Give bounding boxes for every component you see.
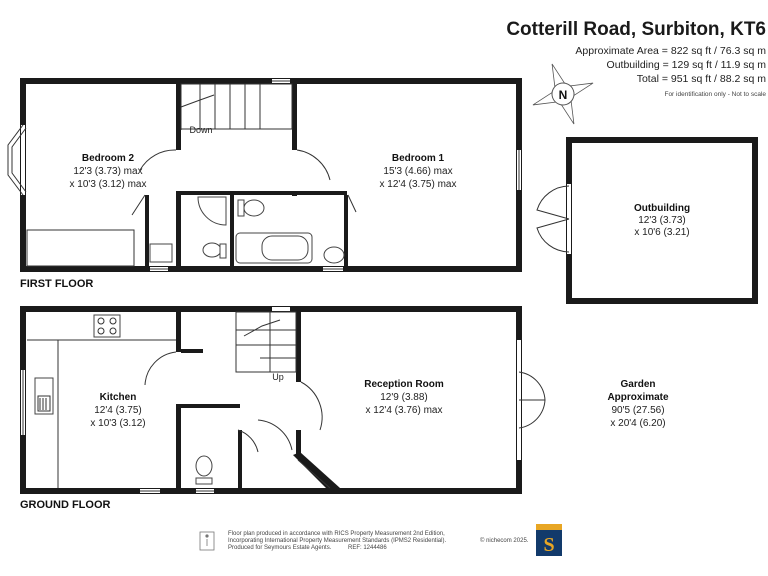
footer-line3: Produced for Seymours Estate Agents. (228, 545, 332, 551)
logo-letter: S (543, 534, 555, 556)
kitchen-dim1: 12'4 (3.75) (94, 405, 142, 416)
reception-name: Reception Room (364, 379, 444, 390)
reception-dim2: x 12'4 (3.76) max (365, 405, 443, 416)
stairs-down-label: Down (189, 125, 213, 135)
stairs-up-label: Up (272, 372, 284, 382)
outbuilding-dim1: 12'3 (3.73) (638, 215, 686, 226)
bedroom1-dim1: 15'3 (4.66) max (383, 166, 453, 177)
bedroom2-name: Bedroom 2 (81, 153, 135, 164)
outbuilding-dim2: x 10'6 (3.21) (634, 227, 690, 238)
garden-dim1: 90'5 (27.56) (611, 405, 665, 416)
garden-dim2: x 20'4 (6.20) (610, 418, 666, 429)
bedroom1-name: Bedroom 1 (391, 153, 445, 164)
kitchen-dim2: x 10'3 (3.12) (90, 418, 146, 429)
accessibility-icon (200, 532, 214, 550)
footer-brand: © nichecom 2025. (480, 538, 529, 544)
total-area: Total = 951 sq ft / 88.2 sq m (636, 73, 766, 85)
property-title: Cotterill Road, Surbiton, KT6 (506, 19, 766, 40)
kitchen-name: Kitchen (99, 392, 137, 403)
bedroom1-dim2: x 12'4 (3.75) max (379, 179, 457, 190)
approximate-area: Approximate Area = 822 sq ft / 76.3 sq m (575, 45, 766, 57)
ground-floor-label: GROUND FLOOR (20, 499, 111, 511)
footer-line1: Floor plan produced in accordance with RICS Property Measurement 2nd Edition, (228, 531, 445, 537)
first-floor-label: FIRST FLOOR (20, 278, 94, 290)
garden-name: Garden (620, 379, 656, 390)
footer-line2: Incorporating International Property Measurement Standards (IPMS2 Residential). (228, 538, 447, 544)
scale-disclaimer: For identification only - Not to scale (664, 91, 766, 98)
bedroom2-dim1: 12'3 (3.73) max (73, 166, 143, 177)
outbuilding-area: Outbuilding = 129 sq ft / 11.9 sq m (606, 59, 766, 71)
compass-north-label: N (558, 88, 568, 102)
garden-approximate: Approximate (607, 392, 669, 403)
bedroom2-dim2: x 10'3 (3.12) max (69, 179, 147, 190)
footer-ref: REF: 1244486 (348, 545, 387, 551)
reception-dim1: 12'9 (3.88) (380, 392, 428, 403)
outbuilding-name: Outbuilding (633, 203, 691, 214)
